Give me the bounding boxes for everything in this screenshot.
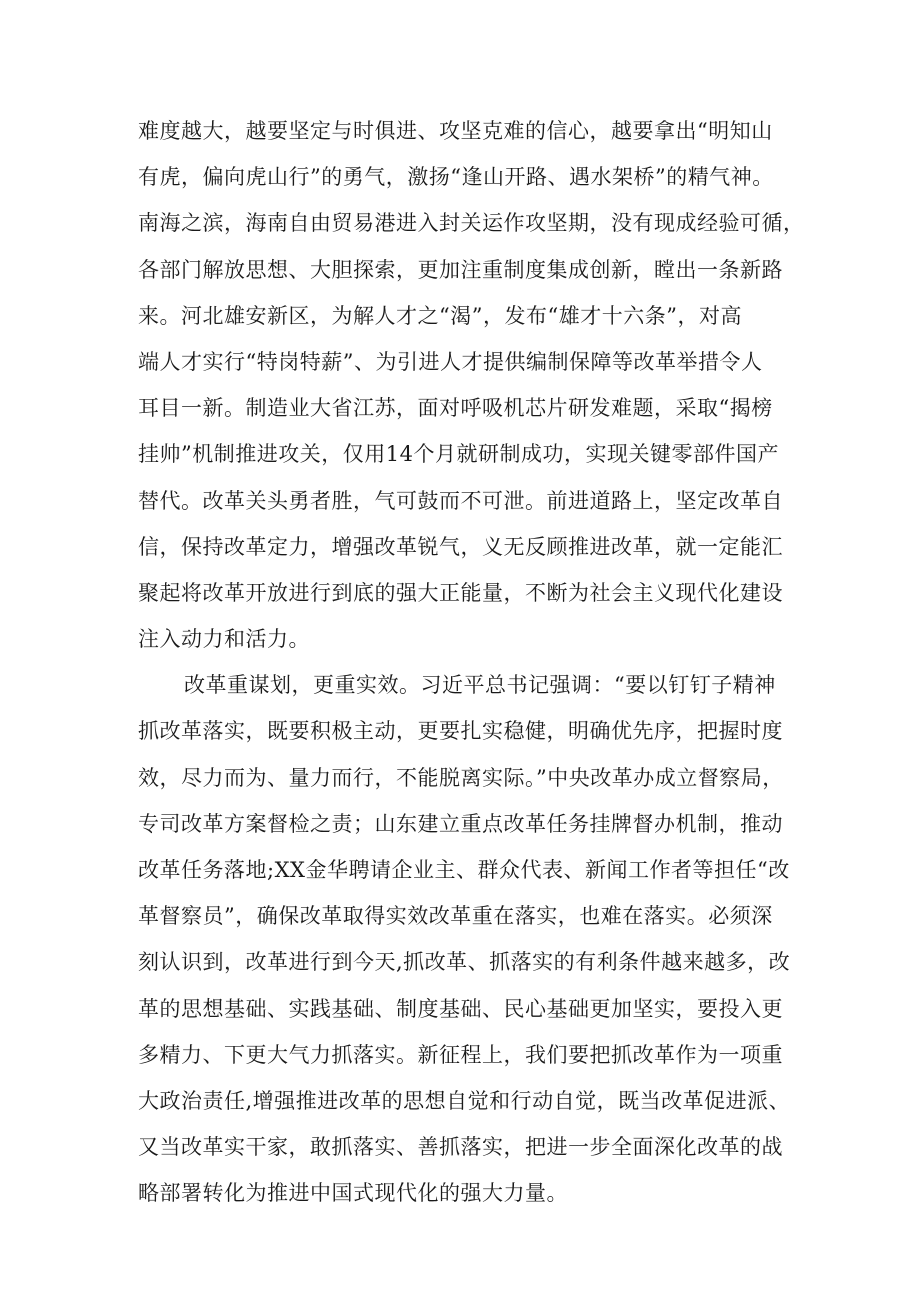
text-line: 革的思想基础、实践基础、制度基础、民心基础更加坚实，要投入更 bbox=[138, 996, 783, 1021]
text-line: 信，保持改革定力，增强改革锐气，义无反顾推进改革，就一定能汇 bbox=[138, 534, 783, 559]
text-line: 替代。改革关头勇者胜，气可鼓而不可泄。前进道路上，坚定改革自 bbox=[138, 488, 783, 513]
paragraph-2 bbox=[138, 662, 798, 1216]
text-line: 抓改革落实，既要积极主动，更要扎实稳健，明确优先序，把握时度 bbox=[138, 719, 783, 744]
body-text bbox=[138, 108, 805, 1217]
text-line: 端人才实行“特岗特薪”、为引进人才提供编制保障等改革举措令人 bbox=[138, 349, 763, 374]
text-line: 有虎，偏向虎山行”的勇气，激扬“逢山开路、遇水架桥”的精气神。 bbox=[138, 165, 774, 190]
text-line: 改革重谋划，更重实效。习近平总书记强调：“要以钉钉子精神 bbox=[184, 673, 776, 698]
text-line: 聚起将改革开放进行到底的强大正能量，不断为社会主义现代化建设 bbox=[138, 580, 783, 605]
text-line: 专司改革方案督检之责；山东建立重点改革任务挂牌督办机制，推动 bbox=[138, 811, 783, 836]
text-line: 难度越大，越要坚定与时俱进、攻坚克难的信心，越要拿出“明知山 bbox=[138, 119, 773, 143]
text-line: 刻认识到，改革进行到今天,抓改革、抓落实的有利条件越来越多，改 bbox=[138, 950, 791, 975]
text-line: 注入动力和活力。 bbox=[138, 627, 310, 652]
paragraph-1 bbox=[138, 108, 805, 662]
text-line: 来。河北雄安新区，为解人才之“渴”，发布“雄才十六条”，对高 bbox=[138, 303, 742, 328]
text-line: 革督察员”，确保改革取得实效改革重在落实，也难在落实。必须深 bbox=[138, 904, 773, 929]
text-line: 改革任务落地;XX金华聘请企业主、群众代表、新闻工作者等担任“改 bbox=[138, 858, 790, 882]
text-line: 效，尽力而为、量力而行，不能脱离实际。”中央改革办成立督察局， bbox=[138, 765, 784, 790]
text-line: 又当改革实干家，敢抓落实、善抓落实，把进一步全面深化改革的战 bbox=[138, 1135, 783, 1160]
text-line: 多精力、下更大气力抓落实。新征程上，我们要把抓改革作为一项重 bbox=[138, 1042, 783, 1067]
text-line: 大政治责任,增强推进改革的思想自觉和行动自觉，既当改革促进派、 bbox=[138, 1088, 791, 1113]
text-line: 耳目一新。制造业大省江苏，面对呼吸机芯片研发难题，采取“揭榜 bbox=[138, 396, 773, 421]
text-line: 挂帅”机制推进攻关，仅用14个月就研制成功，实现关键零部件国产 bbox=[138, 442, 779, 467]
text-line: 各部门解放思想、大胆探索，更加注重制度集成创新，瞠出一条新路 bbox=[138, 257, 783, 282]
text-line: 略部署转化为推进中国式现代化的强大力量。 bbox=[138, 1181, 568, 1206]
text-line: 南海之滨，海南自由贸易港进入封关运作攻坚期，没有现成经验可循， bbox=[138, 211, 805, 236]
